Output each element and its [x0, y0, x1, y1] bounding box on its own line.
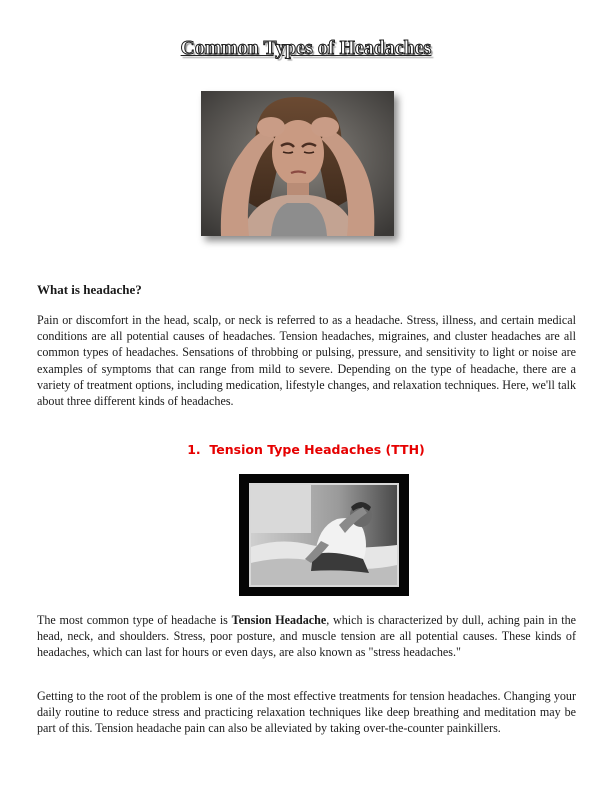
man-headache-photo-frame: [239, 474, 409, 596]
intro-paragraph: Pain or discomfort in the head, scalp, or neck is referred to as a headache. Stress, illness, and certain medical conditions are all potential causes of headaches. Tension headaches, migraines, and cluster headaches are all common types of headaches. Sensations of throbbing or pulsing, pressure, and sensitivity to light or noise are examples of symptoms that can range from mild to severe. Depending on the type of headache, there are a variety of treatment options, including medication, lifestyle changes, and relaxation techniques. Here, we'll talk about three different kinds of headaches.: [37, 313, 576, 409]
tension-headache-bold-term: Tension Headache: [231, 613, 327, 627]
document-title: Common Types of Headaches: [180, 38, 432, 59]
section-1-title-text: Tension Type Headaches (TTH): [209, 442, 425, 457]
what-is-headache-heading: What is headache?: [37, 282, 142, 297]
tension-para1-after: , which is characterized by dull, aching pain in the head, neck, and shoulders. Stress, poor posture, and muscle tension are all potential causes. These kinds of headaches, which can last for hours or even days, are also known as "stress headaches.": [37, 613, 576, 660]
section-1-number: 1.: [187, 442, 201, 457]
man-headache-photo: [249, 483, 399, 587]
tension-headache-paragraph-1: [37, 612, 576, 661]
woman-headache-photo: [201, 91, 394, 236]
woman-holding-head-icon: [201, 91, 394, 236]
tension-para1-before: The most common type of headache is: [37, 613, 232, 627]
tension-headache-paragraph-2: Getting to the root of the problem is one of the most effective treatments for tension headaches. Changing your daily routine to reduce stress and practicing relaxation techniques like deep breathing and meditation may be part of this. Tension headache pain can also be alleviated by taking over-the-counter painkillers.: [37, 689, 576, 736]
section-1-title: [0, 442, 612, 457]
man-on-bed-headache-icon: [251, 485, 397, 585]
